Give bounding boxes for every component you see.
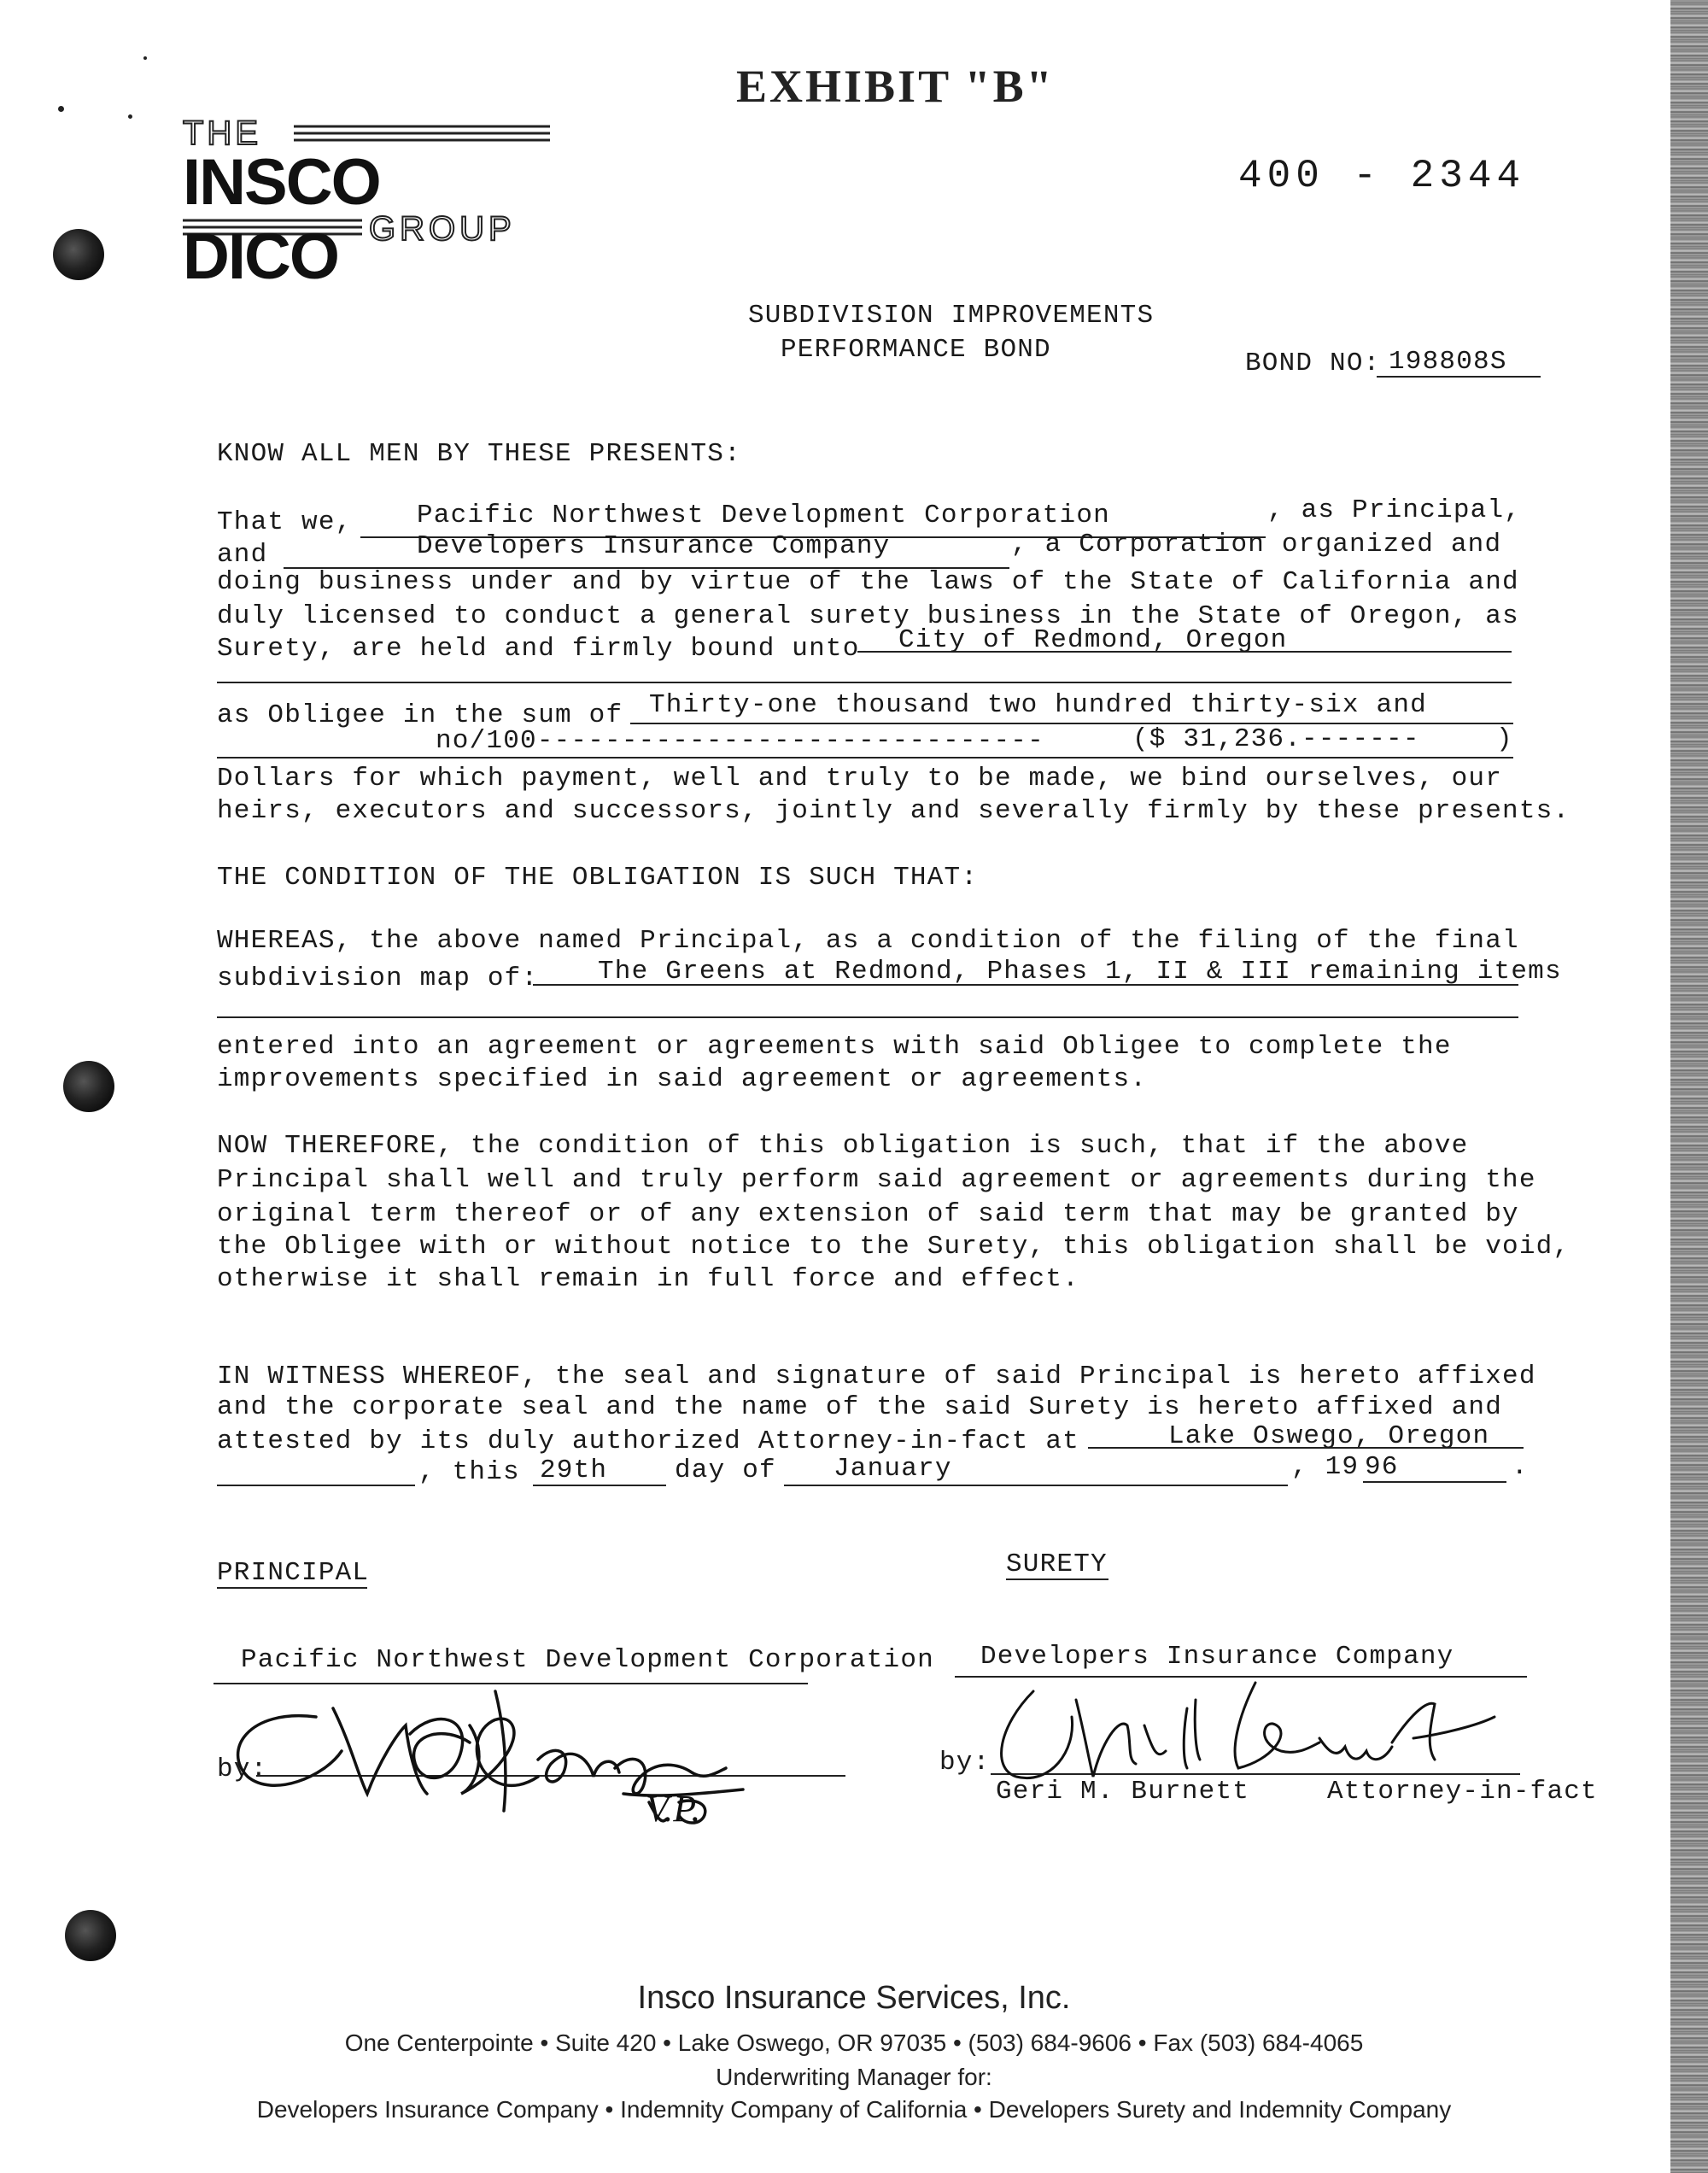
bond-title-line1: SUBDIVISION IMPROVEMENTS <box>748 301 1155 331</box>
body-text: day of <box>675 1456 776 1485</box>
blank-underline <box>217 1485 415 1486</box>
body-text: entered into an agreement or agreements with said Obligee to complete the <box>217 1032 1452 1062</box>
surety-signature <box>982 1666 1512 1794</box>
body-text: improvements specified in said agreement or agreements. <box>217 1064 1148 1094</box>
witness-day-field: 29th <box>540 1456 608 1485</box>
body-text: Principal shall well and truly perform said agreement or agreements during the <box>217 1165 1536 1195</box>
body-text: That we, <box>217 507 353 537</box>
surety-signer-name: Geri M. Burnett <box>996 1777 1250 1807</box>
body-text: Dollars for which payment, well and truly to be made, we bind ourselves, our <box>217 764 1503 794</box>
surety-label-underline <box>1006 1578 1108 1580</box>
body-text: and the corporate seal and the name of the said Surety is hereto affixed and <box>217 1392 1503 1422</box>
sum-figure: ($ 31,236.------- <box>1132 724 1420 754</box>
body-text: , as Principal, <box>1267 495 1522 525</box>
sum-underline-2 <box>217 757 1513 758</box>
footer-underwriting: Underwriting Manager for: <box>716 2064 992 2090</box>
insco-dico-logo <box>183 114 550 293</box>
body-text: , this <box>418 1457 520 1487</box>
bond-number-label: BOND NO: <box>1245 348 1381 378</box>
principal-signature <box>214 1674 811 1828</box>
body-text: doing business under and by virtue of the laws of the State of California and <box>217 567 1519 597</box>
punch-hole <box>65 1910 116 1961</box>
condition-heading: THE CONDITION OF THE OBLIGATION IS SUCH THAT: <box>217 863 979 893</box>
logo-line2: INSCO DICO <box>183 146 380 293</box>
footer-companies: Developers Insurance Company • Indemnity Company of California • Developers Surety and Indemnity Company <box>256 2096 1452 2123</box>
sum-words-line2: no/100------------------------------ <box>436 726 1044 756</box>
sum-words-line1: Thirty-one thousand two hundred thirty-six and <box>649 690 1427 720</box>
witness-year-field: 96 <box>1365 1452 1399 1482</box>
body-text: , a Corporation organized and <box>1011 530 1502 559</box>
scan-edge <box>1670 0 1708 2173</box>
principal-label-underline <box>217 1587 367 1589</box>
subdivision-name-field: The Greens at Redmond, Phases 1, II & III remaining items <box>598 957 1562 987</box>
principal-title: V.P. <box>646 1788 701 1830</box>
body-text: otherwise it shall remain in full force and effect. <box>217 1264 1079 1294</box>
by-label: by: <box>217 1754 268 1784</box>
punch-hole <box>63 1061 114 1112</box>
body-text: as Obligee in the sum of <box>217 700 623 730</box>
principal-name-field: Pacific Northwest Development Corporation <box>417 501 1110 530</box>
body-text: and <box>217 540 268 570</box>
scan-speck <box>58 106 64 112</box>
surety-signer-title: Attorney-in-fact <box>1327 1777 1598 1807</box>
file-number: 400 - 2344 <box>1238 154 1526 198</box>
body-text: duly licensed to conduct a general surety business in the State of Oregon, as <box>217 601 1519 631</box>
body-text: WHEREAS, the above named Principal, as a condition of the filing of the final <box>217 926 1519 956</box>
body-text: NOW THEREFORE, the condition of this obligation is such, that if the above <box>217 1131 1469 1161</box>
surety-name-field: Developers Insurance Company <box>417 531 891 561</box>
body-text: original term thereof or of any extension of said term that may be granted by <box>217 1199 1519 1229</box>
logo-line1: THE <box>183 114 261 152</box>
sum-close: ) <box>1496 724 1513 754</box>
logo-line3: GROUP <box>369 210 516 248</box>
surety-company: Developers Insurance Company <box>980 1642 1454 1672</box>
bond-title-line2: PERFORMANCE BOND <box>781 335 1051 365</box>
blank-underline <box>217 682 1512 683</box>
body-text: Surety, are held and firmly bound unto <box>217 634 860 664</box>
body-text: . <box>1512 1452 1529 1482</box>
body-text: subdivision map of: <box>217 964 539 993</box>
footer-address: One Centerpointe • Suite 420 • Lake Oswego, OR 97035 • (503) 684-9606 • Fax (503) 684-4065 <box>344 2030 1364 2056</box>
surety-label: SURETY <box>1006 1549 1108 1579</box>
body-text: , 19 <box>1291 1452 1360 1482</box>
principal-company: Pacific Northwest Development Corporation <box>241 1645 934 1675</box>
principal-label: PRINCIPAL <box>217 1558 370 1588</box>
obligee-name-field: City of Redmond, Oregon <box>898 625 1288 655</box>
body-text: IN WITNESS WHEREOF, the seal and signature of said Principal is hereto affixed <box>217 1362 1536 1391</box>
month-underline <box>784 1485 1288 1486</box>
bond-number-value: 198808S <box>1389 347 1507 377</box>
witness-month-field: January <box>834 1454 952 1484</box>
body-text: attested by its duly authorized Attorney-in-fact at <box>217 1426 1079 1456</box>
scan-speck <box>128 114 132 119</box>
footer-company: Insco Insurance Services, Inc. <box>637 1980 1071 2016</box>
exhibit-heading: EXHIBIT "B" <box>736 61 1055 112</box>
punch-hole <box>53 229 104 280</box>
scan-speck <box>143 56 147 60</box>
witness-place-field: Lake Oswego, Oregon <box>1168 1421 1490 1451</box>
body-text: the Obligee with or without notice to the Surety, this obligation shall be void, <box>217 1232 1571 1262</box>
by-label: by: <box>939 1748 991 1778</box>
blank-underline <box>217 1016 1518 1018</box>
body-text: heirs, executors and successors, jointly and severally firmly by these presents. <box>217 796 1571 826</box>
know-all-heading: KNOW ALL MEN BY THESE PRESENTS: <box>217 439 741 469</box>
